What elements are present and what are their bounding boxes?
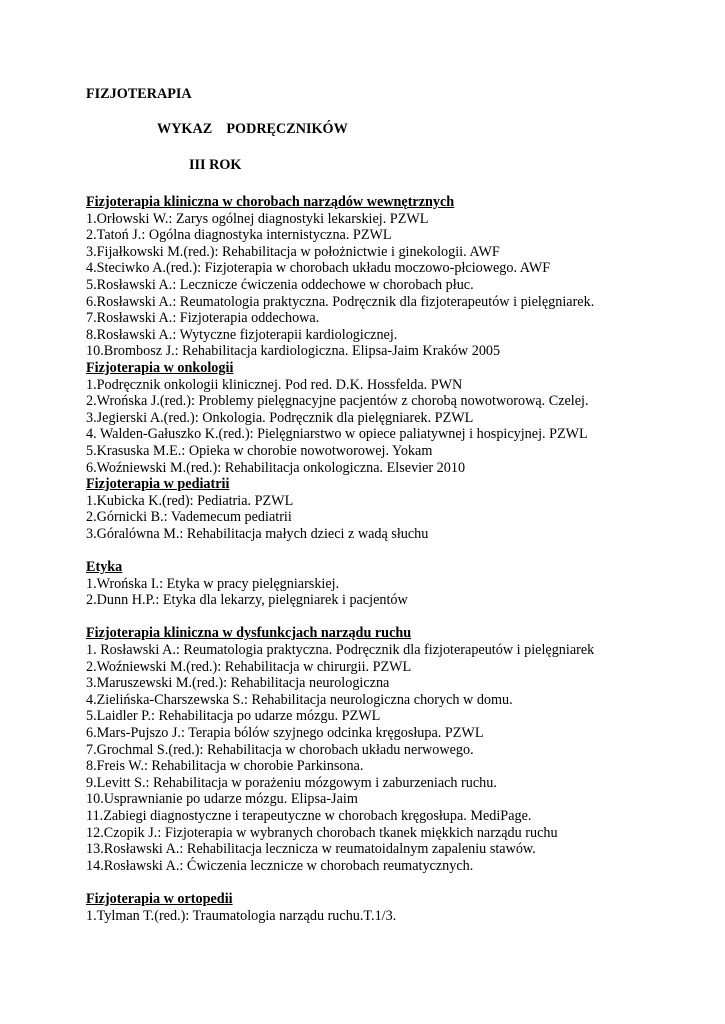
list-item: 3.Góralówna M.: Rehabilitacja małych dzieci z wadą słuchu xyxy=(86,525,429,542)
list-item: 9.Levitt S.: Rehabilitacja w porażeniu mózgowym i zaburzeniach ruchu. xyxy=(86,774,497,791)
section-oncology xyxy=(86,360,706,476)
list-item: 14.Rosławski A.: Ćwiczenia lecznicze w chorobach reumatycznych. xyxy=(86,857,474,874)
list-item: 1.Kubicka K.(red): Pediatria. PZWL xyxy=(86,492,294,509)
list-item: 7.Rosławski A.: Fizjoterapia oddechowa. xyxy=(86,310,320,327)
document-page xyxy=(86,86,706,924)
section-ethics xyxy=(86,559,706,609)
list-item: 4.Zielińska-Charszewska S.: Rehabilitacja neurologiczna chorych w domu. xyxy=(86,691,513,708)
list-item: 10.Usprawnianie po udarze mózgu. Elipsa-Jaim xyxy=(86,791,358,808)
section-heading: Fizjoterapia w pediatrii xyxy=(86,476,230,493)
section-heading: Fizjoterapia w ortopedii xyxy=(86,890,233,907)
list-item: 8.Freis W.: Rehabilitacja w chorobie Parkinsona. xyxy=(86,758,364,775)
list-item: 6.Mars-Pujszo J.: Terapia bólów szyjnego odcinka kręgosłupa. PZWL xyxy=(86,725,484,741)
list-item: 3.Maruszewski M.(red.): Rehabilitacja neurologiczna xyxy=(86,675,390,692)
list-item: 1.Wrońska I.: Etyka w pracy pielęgniarskiej. xyxy=(86,575,340,592)
list-item: 6.Rosławski A.: Reumatologia praktyczna. Podręcznik dla fizjoterapeutów i pielęgniarek. xyxy=(86,293,595,310)
section-heading: Etyka xyxy=(86,559,123,576)
list-item: 3.Jegierski A.(red.): Onkologia. Podręcznik dla pielęgniarek. PZWL xyxy=(86,409,474,426)
list-item: 5.Laidler P.: Rehabilitacja po udarze mózgu. PZWL xyxy=(86,708,381,725)
list-item: 7.Grochmal S.(red.): Rehabilitacja w chorobach układu nerwowego. xyxy=(86,741,474,758)
list-item: 11.Zabiegi diagnostyczne i terapeutyczne w chorobach kręgosłupa. MediPage. xyxy=(86,807,532,824)
list-item: 2.Woźniewski M.(red.): Rehabilitacja w chirurgii. PZWL xyxy=(86,658,412,675)
document-title: FIZJOTERAPIA xyxy=(86,86,192,102)
list-item: 2.Tatoń J.: Ogólna diagnostyka internistyczna. PZWL xyxy=(86,227,392,244)
section-orthopedics xyxy=(86,891,706,924)
blank-line xyxy=(86,542,706,559)
list-item: 13.Rosławski A.: Rehabilitacja lecznicza w reumatoidalnym zapaleniu stawów. xyxy=(86,841,536,858)
list-item: 2.Wrońska J.(red.): Problemy pielęgnacyjne pacjentów z chorobą nowotworową. Czelej. xyxy=(86,393,589,410)
document-year: III ROK xyxy=(189,157,242,173)
list-item: 1.Tylman T.(red.): Traumatologia narządu ruchu.T.1/3. xyxy=(86,907,397,924)
list-item: 6.Woźniewski M.(red.): Rehabilitacja onkologiczna. Elsevier 2010 xyxy=(86,459,466,476)
list-item: 8.Rosławski A.: Wytyczne fizjoterapii kardiologicznej. xyxy=(86,326,398,343)
list-item: 3.Fijałkowski M.(red.): Rehabilitacja w położnictwie i ginekologii. AWF xyxy=(86,243,500,260)
section-motor-dysfunctions xyxy=(86,625,706,874)
section-heading: Fizjoterapia w onkologii xyxy=(86,359,234,376)
list-item: 5.Rosławski A.: Lecznicze ćwiczenia oddechowe w chorobach płuc. xyxy=(86,276,474,293)
list-item: 2.Górnicki B.: Vademecum pediatrii xyxy=(86,509,292,526)
list-item: 1.Podręcznik onkologii klinicznej. Pod red. D.K. Hossfelda. PWN xyxy=(86,376,463,393)
section-heading: Fizjoterapia kliniczna w dysfunkcjach narządu ruchu xyxy=(86,625,412,642)
list-item: 4.Steciwko A.(red.): Fizjoterapia w chorobach układu moczowo-płciowego. AWF xyxy=(86,260,551,277)
list-item: 10.Brombosz J.: Rehabilitacja kardiologiczna. Elipsa-Jaim Kraków 2005 xyxy=(86,343,501,360)
section-internal-diseases xyxy=(86,194,706,360)
list-item: 2.Dunn H.P.: Etyka dla lekarzy, pielęgniarek i pacjentów xyxy=(86,592,408,609)
list-item: 12.Czopik J.: Fizjoterapia w wybranych chorobach tkanek miękkich narządu ruchu xyxy=(86,824,558,841)
list-item: 1. Rosławski A.: Reumatologia praktyczna. Podręcznik dla fizjoterapeutów i pielęgniarek xyxy=(86,642,595,659)
blank-line xyxy=(86,609,706,626)
section-heading: Fizjoterapia kliniczna w chorobach narządów wewnętrznych xyxy=(86,194,455,210)
document-subtitle: WYKAZ PODRĘCZNIKÓW xyxy=(157,121,348,137)
list-item: 5.Krasuska M.E.: Opieka w chorobie nowotworowej. Yokam xyxy=(86,442,433,459)
list-item: 1.Orłowski W.: Zarys ogólnej diagnostyki lekarskiej. PZWL xyxy=(86,210,429,227)
section-pediatrics xyxy=(86,476,706,542)
blank-line xyxy=(86,874,706,891)
list-item: 4. Walden-Gałuszko K.(red.): Pielęgniarstwo w opiece paliatywnej i hospicyjnej. PZWL xyxy=(86,426,588,443)
